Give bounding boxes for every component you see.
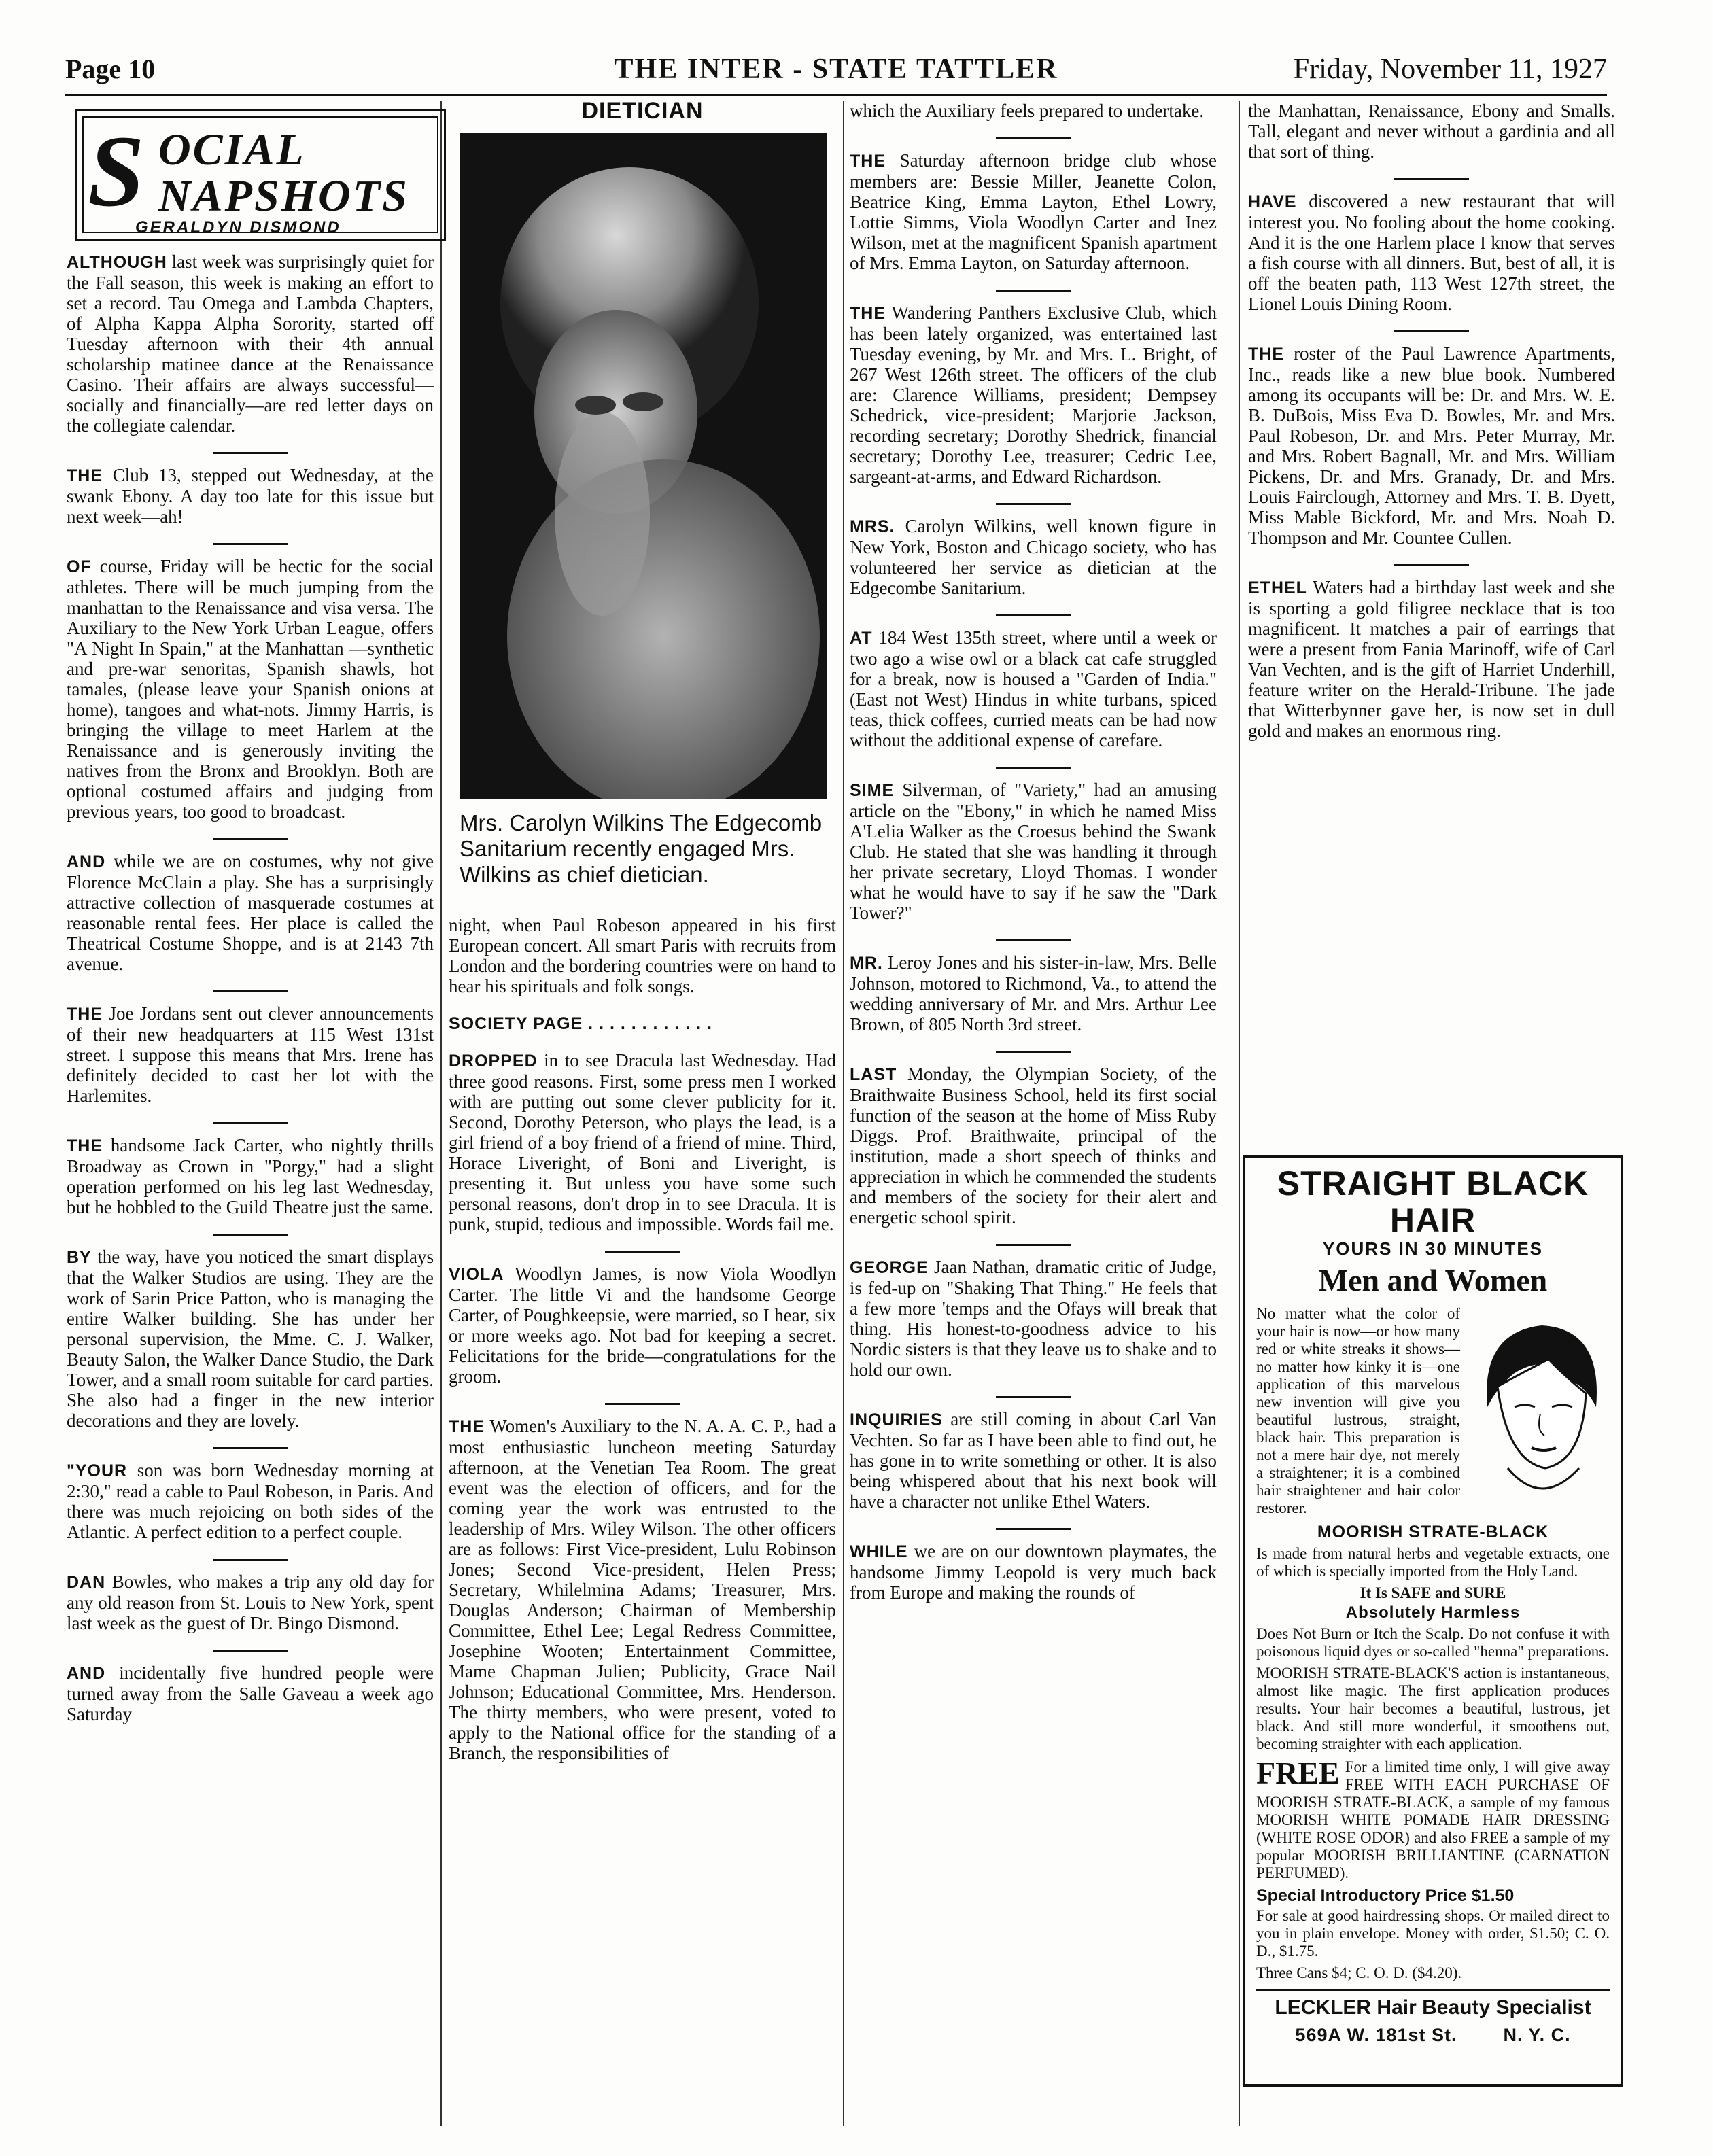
news-item <box>850 1541 1217 1603</box>
page-number: Page 10 <box>65 54 156 84</box>
news-item-text: discovered a new restaurant that will interest you. No fooling about the home cooking. And it is the one Harlem place I know that serves a fish course with all dinners. But, best of all, it is off the beaten path, 113 West 127th street, the Lionel Louis Dining Room. <box>1248 191 1615 314</box>
item-separator <box>996 290 1071 292</box>
item-separator <box>605 1251 680 1253</box>
news-item <box>67 1460 434 1542</box>
news-item-text: Silverman, of "Variety," had an amusing article on the "Ebony," in which he named Miss A'Lelia Walker as the Croesus behind the Swank Club. He stated that she was handling it through her private secretary, Lloyd Thomas. I wonder what he would have to say if he saw the "Dark Tower?" <box>850 780 1217 923</box>
item-separator <box>996 767 1071 769</box>
ad-price: Special Introductory Price $1.50 <box>1256 1886 1515 1905</box>
masthead-rule <box>65 94 1607 96</box>
ad-action-text: MOORISH STRATE-BLACK'S action is instantaneous, almost like magic. The first application produces results. Your hair becomes a beautiful, lustrous, jet black. And still more wonderful, it smoothens out, becoming straighter with each application. <box>1256 1665 1610 1752</box>
news-item-lead: THE <box>850 152 886 171</box>
news-item-text: Monday, the Olympian Society, of the Braithwaite Business School, held its first social function of the season at the home of Miss Ruby Diggs. Prof. Braithwaite, principal of the institution, made a short speech of thinks and appreciation in which he commended the students and members of the society for their alert and energetic school spirit. <box>850 1064 1217 1228</box>
hair-product-advertisement <box>1243 1155 1623 2087</box>
news-item <box>1248 101 1615 162</box>
news-item <box>449 915 836 996</box>
news-item-text: handsome Jack Carter, who nightly thrills Broadway as Crown in "Porgy," had a slight operation performed on his leg last Wednesday, but he hobbled to the Guild Theatre just the same. <box>67 1135 434 1217</box>
item-separator <box>213 452 288 454</box>
news-item-lead: MRS. <box>850 517 895 536</box>
news-item-lead: THE <box>67 466 103 485</box>
news-item-text: Joe Jordans sent out clever announcements of their new headquarters at 115 West 131st street. I suppose this means that Mrs. Irene has definitely decided to cast her lot with the Harlemites. <box>67 1003 434 1106</box>
news-item-lead: VIOLA <box>449 1265 504 1284</box>
photo-caption: Mrs. Carolyn Wilkins The Edgecomb Sanitarium recently engaged Mrs. Wilkins as chief dietician. <box>460 810 823 887</box>
news-item <box>67 465 434 527</box>
ad-free-word: FREE <box>1256 1756 1340 1790</box>
news-item-text: the way, have you noticed the smart displays that the Walker Studios are using. They are the work of Sarin Price Patton, who is managing the entire Walker building. She has under her personal supervision, the Mme. C. J. Walker, Beauty Salon, the Walker Dance Studio, the Dark Tower, and a small room suitable for card parties. She also had a finger in the new interior decorations and they are lovely. <box>67 1247 434 1431</box>
news-item-text: Leroy Jones and his sister-in-law, Mrs. Belle Johnson, motored to Richmond, Va., to attend the wedding anniversary of Mr. and Mrs. Arthur Lee Brown, of 805 North 3rd street. <box>850 952 1217 1034</box>
news-item-text: Bowles, who makes a trip any old day for any old reason from St. Louis to New York, spent last week as the guest of Dr. Bingo Dismond. <box>67 1571 434 1633</box>
column-divider <box>843 101 844 2126</box>
news-item-lead: THE <box>67 1005 103 1024</box>
newspaper-title: THE INTER - STATE TATTLER <box>614 54 1058 85</box>
news-item-lead: WHILE <box>850 1542 908 1561</box>
woman-portrait-icon <box>1467 1305 1610 1502</box>
news-item <box>850 1257 1217 1380</box>
news-item <box>850 101 1217 121</box>
header-inner-frame <box>82 115 438 237</box>
ad-product-name: MOORISH STRATE-BLACK <box>1317 1523 1549 1542</box>
item-separator <box>996 503 1071 505</box>
news-item <box>67 851 434 974</box>
item-separator <box>1394 178 1469 180</box>
news-item <box>67 1247 434 1431</box>
news-item-text: Club 13, stepped out Wednesday, at the swank Ebony. A day too late for this issue but next week—ah! <box>67 465 434 527</box>
column-2 <box>449 98 836 1779</box>
news-item <box>1248 191 1615 314</box>
news-item-lead: ALTHOUGH <box>67 253 167 272</box>
item-separator <box>996 137 1071 139</box>
item-separator <box>213 838 288 840</box>
header-byline: GERALDYN DISMOND <box>135 218 341 237</box>
news-item <box>67 1571 434 1633</box>
item-separator <box>996 614 1071 616</box>
news-item-lead: GEORGE <box>850 1258 929 1277</box>
news-item-lead: BY <box>67 1248 92 1267</box>
ad-safe-text: Does Not Burn or Itch the Scalp. Do not confuse it with poisonous liquid dyes or so-called "henna" preparations. <box>1256 1625 1610 1660</box>
news-item <box>67 1003 434 1106</box>
item-separator <box>1394 330 1469 332</box>
news-item <box>449 1050 836 1234</box>
ad-free-offer <box>1256 1758 1610 1882</box>
masthead <box>65 53 1607 95</box>
news-item-lead: DAN <box>67 1573 106 1592</box>
header-word-top: OCIAL <box>158 125 306 175</box>
column-4 <box>1248 101 1615 757</box>
news-item <box>449 1013 836 1034</box>
news-item-text: while we are on costumes, why not give Florence McClain a play. She has a surprisingly attractive collection of masquerade costumes at reasonable rental fees. Her place is called the Theatrical Costume Shoppe, and is at 2143 7th avenue. <box>67 851 434 974</box>
news-item-lead: OF <box>67 557 92 576</box>
column-2-body <box>449 915 836 1763</box>
news-item <box>1248 343 1615 548</box>
news-item-lead: AND <box>67 852 106 871</box>
news-item <box>67 556 434 822</box>
news-item-text: which the Auxiliary feels prepared to undertake. <box>850 101 1205 121</box>
item-separator <box>605 1403 680 1405</box>
item-separator <box>996 939 1071 941</box>
news-item-lead: THE <box>1248 345 1284 364</box>
item-separator <box>213 1447 288 1449</box>
ad-safe-subtitle: Absolutely Harmless <box>1345 1603 1521 1622</box>
column-divider <box>1239 101 1240 2126</box>
ad-sale-text: For sale at good hairdressing shops. Or mailed direct to you in plain envelope. Money with order, $1.50; C. O. D., $1.75. <box>1256 1907 1610 1960</box>
ad-address: 569A W. 181st St. N. Y. C. <box>1295 2025 1571 2045</box>
ad-safe-title: It Is SAFE and SURE <box>1360 1584 1506 1601</box>
item-separator <box>213 1122 288 1124</box>
item-separator <box>213 1559 288 1561</box>
column-divider <box>440 101 442 2126</box>
news-item <box>449 1416 836 1763</box>
news-item-text: the Manhattan, Renaissance, Ebony and Smalls. Tall, elegant and never without a gardinia and all that sort of thing. <box>1248 101 1615 162</box>
news-item-lead: SIME <box>850 781 895 800</box>
news-item-lead: INQUIRIES <box>850 1410 943 1429</box>
news-item-text: course, Friday will be hectic for the social athletes. There will be much jumping from the manhattan to the Renaissance and visa versa. The Auxiliary to the New York Urban League, offers "A Night In Spain," at the Manhattan —synthetic and pre-war senoritas, Spanish shawls, hot tamales, (please leave your Spanish onions at home), tangoes and what-nots. Jimmy Harris, is bringing the village to meet Harlem at the Renaissance and is generously inviting the natives from the Bronx and Brooklyn. Both are optional costumed affairs and judging from previous years, too good to broadcast. <box>67 556 434 822</box>
news-item-text: roster of the Paul Lawrence Apartments, Inc., reads like a new blue book. Numbered among its occupants will be: Dr. and Mrs. W. E. B. DuBois, Miss Eva D. Bowles, Mr. and Mrs. Paul Robeson, Dr. and Mrs. Peter Murray, Mr. and Mrs. Robert Bagnall, Mr. and Mrs. William Pickens, Dr. and Mrs. Granady, Dr. and Mrs. Louis Fairclough, Attorney and Mrs. T. B. Dyett, Miss Mable Bickford, Mr. and Mrs. Noah D. Thompson and Mr. Countee Cullen. <box>1248 343 1615 548</box>
column-3 <box>850 101 1217 1619</box>
woman-portrait-illustration <box>1467 1305 1610 1502</box>
news-item-lead: THE <box>850 304 886 323</box>
news-item <box>449 1264 836 1387</box>
ad-free-text: For a limited time only, I will give away FREE WITH EACH PURCHASE OF MOORISH STRATE-BLACK, a sample of my famous MOORISH WHITE POMADE HAIR DRESSING (WHITE ROSE ODOR) and also FREE a sample of my popular MOORISH BRILLIANTINE (CARNATION PERFUMED). <box>1256 1758 1610 1881</box>
ad-headline: STRAIGHT BLACK HAIR <box>1277 1164 1589 1239</box>
news-item <box>850 516 1217 598</box>
news-item <box>850 302 1217 487</box>
news-item-text: 184 West 135th street, where until a week or two ago a wise owl or a black cat cafe struggled for a break, now is housed a "Garden of India." (East not West) Hindus in white turbans, spiced teas, thick coffees, curried meats can be had now without the additional expense of carefare. <box>850 627 1217 750</box>
item-separator <box>1394 564 1469 566</box>
news-item-text: Carolyn Wilkins, well known figure in New York, Boston and Chicago society, who has volunteered her service as dietician at the Edgecombe Sanitarium. <box>850 516 1217 598</box>
news-item-lead: THE <box>449 1417 485 1436</box>
news-item <box>67 1663 434 1724</box>
news-item-text: Wandering Panthers Exclusive Club, which has been lately organized, was entertained last Tuesday evening, by Mr. and Mrs. L. Bright, of 267 West 126th street. The officers of the club are: Clarence Williams, president; Dempsey Schedrick, vice-president; Marjorie Jackson, recording secretary; Dorothy Shedrick, financial secretary; Dorothy Lee, treasurer; Cedric Lee, sargeant-at-arms, and Edward Richardson. <box>850 302 1217 487</box>
portrait-photo-graphic <box>460 133 827 799</box>
news-item <box>850 150 1217 273</box>
item-separator <box>213 1234 288 1236</box>
news-item-lead: AND <box>67 1664 106 1683</box>
ad-intro: No matter what the color of your hair is now—or how many red or white streaks it shows—no matter how kinky it is—one application of this marvelous new invention will give you beautiful lustrous, straight, black hair. This preparation is not a mere hair dye, not merely a straightener; it is a combined hair straightener and hair color restorer. <box>1256 1305 1460 1516</box>
news-item-lead: ETHEL <box>1248 578 1307 597</box>
news-item <box>850 1064 1217 1228</box>
ad-signature: LECKLER Hair Beauty Specialist <box>1256 1989 1610 2019</box>
ad-audience: Men and Women <box>1318 1263 1548 1298</box>
news-item-text: Women's Auxiliary to the N. A. A. C. P., had a most enthusiastic luncheon meeting Saturday afternoon, at the Venetian Tea Room. The great event was the election of officers, and for the coming year the work was entrusted to the leadership of Mrs. Wiley Wilson. The other officers are as follows: First Vice-president, Lulu Robinson Jones; Second Vice-president, Helen Press; Secretary, Whilelmina Adams; Treasurer, Mrs. Douglas Anderson; Chairman of Membership Committee, Ethel Lee; Legal Redress Committee, Josephine Wooten; Entertainment Committee, Mame Chapman Julien; Publicity, Grace Nail Johnson; Educational Committee, Mrs. Henderson. The thirty members, who were present, voted to apply to the National office for the standing of a Branch, the responsibilities of <box>449 1416 836 1763</box>
news-item-text: are still coming in about Carl Van Vechten. So far as I have been able to find out, he has gone in to write something or other. It is also being whispered about that his next book will have a character not unlike Ethel Waters. <box>850 1409 1217 1512</box>
news-item <box>850 780 1217 923</box>
news-item-lead: "YOUR <box>67 1461 128 1480</box>
news-item-text: night, when Paul Robeson appeared in his first European concert. All smart Paris with recruits from London and the bordering countries were on hand to hear his spirituals and folk songs. <box>449 915 836 996</box>
portrait-photo <box>460 133 827 799</box>
ad-product-description: Is made from natural herbs and vegetable extracts, one of which is specially imported from the Holy Land. <box>1256 1545 1610 1580</box>
news-item-lead: SOCIETY PAGE . . . . . . . . . . . . <box>449 1014 712 1033</box>
item-separator <box>996 1528 1071 1530</box>
news-item-text: son was born Wednesday morning at 2:30," read a cable to Paul Robeson, in Paris. And there was much rejoicing on both sides of the Atlantic. A perfect edition to a perfect couple. <box>67 1460 434 1542</box>
news-item <box>850 627 1217 750</box>
item-separator <box>996 1244 1071 1246</box>
ad-tagline: YOURS IN 30 MINUTES <box>1322 1238 1544 1259</box>
news-item-lead: AT <box>850 629 873 648</box>
news-item <box>850 952 1217 1034</box>
news-item-text: we are on our downtown playmates, the handsome Jimmy Leopold is very much back from Europe and making the rounds of <box>850 1541 1217 1603</box>
ad-content <box>1256 1165 1610 2077</box>
news-item-text: Waters had a birthday last week and she is sporting a gold filigree necklace that is too magnificent. It matches a pair of earrings that were a present from Fania Marinoff, wife of Carl Van Vechten, and is the gift of Harriet Underhill, feature writer on the Herald-Tribune. The jade that Witterbynner gave her, is now set in dull gold and makes an enormous ring. <box>1248 577 1615 741</box>
item-separator <box>213 543 288 545</box>
item-separator <box>213 990 288 992</box>
news-item-text: Saturday afternoon bridge club whose members are: Bessie Miller, Jeanette Colon, Beatrice King, Emma Layton, Ethel Lowry, Lottie Simms, Viola Woodlyn Carter and Inez Wilson, met at the magnificent Spanish apartment of Mrs. Emma Layton, on Saturday afternoon. <box>850 150 1217 273</box>
news-item-lead: THE <box>67 1136 103 1155</box>
item-separator <box>996 1396 1071 1398</box>
item-separator <box>213 1650 288 1652</box>
dietician-heading: DIETICIAN <box>581 98 704 124</box>
news-item-lead: DROPPED <box>449 1051 538 1071</box>
news-item-text: in to see Dracula last Wednesday. Had three good reasons. First, some press men I worked with are putting out some clever publicity for it. Second, Dorothy Peterson, who plays the lead, is a girl friend of a boy friend of a friend of mine. Third, Horace Liveright, of Boni and Liveright, is presenting it. But unless you have some such personal reasons, don't drop in to see Dracula. It is punk, stupid, tedious and impossible. Words fail me. <box>449 1050 836 1234</box>
news-item <box>1248 577 1615 741</box>
news-item-text: Jaan Nathan, dramatic critic of Judge, is fed-up on "Shaking That Thing." He feels that a few more 'temps and the Ofays will break that thing. His honest-to-goodness advice to his Nordic sisters is that they leave us to shake and to hold our own. <box>850 1257 1217 1380</box>
news-item-lead: LAST <box>850 1065 897 1084</box>
header-big-letter: S <box>88 115 145 228</box>
header-word-bottom: NAPSHOTS <box>158 171 409 221</box>
news-item-lead: HAVE <box>1248 192 1297 211</box>
social-snapshots-header <box>75 109 446 241</box>
column-1 <box>67 251 434 1741</box>
ad-cans-price: Three Cans $4; C. O. D. ($4.20). <box>1256 1964 1462 1981</box>
news-item <box>67 1135 434 1217</box>
item-separator <box>996 1051 1071 1053</box>
news-item-text: incidentally five hundred people were turned away from the Salle Gaveau a week ago Saturday <box>67 1663 434 1724</box>
news-item-text: last week was surprisingly quiet for the Fall season, this week is making an effort to set a record. Tau Omega and Lambda Chapters, of Alpha Kappa Alpha Sorority, started off Tuesday afternoon with their 4th annual scholarship matinee dance at the Renaissance Casino. Their affairs are always successful—socially and financially—are red letter days on the collegiate calendar. <box>67 251 434 436</box>
news-item-lead: MR. <box>850 954 883 973</box>
issue-date: Friday, November 11, 1927 <box>1293 54 1607 85</box>
news-item <box>850 1409 1217 1512</box>
news-item <box>67 251 434 436</box>
news-item-text: Woodlyn James, is now Viola Woodlyn Carter. The little Vi and the handsome George Carter, of Poughkeepsie, were married, so I hear, six or more weeks ago. Not bad for keeping a secret. Felicitations for the bride—congratulations for the groom. <box>449 1264 836 1387</box>
